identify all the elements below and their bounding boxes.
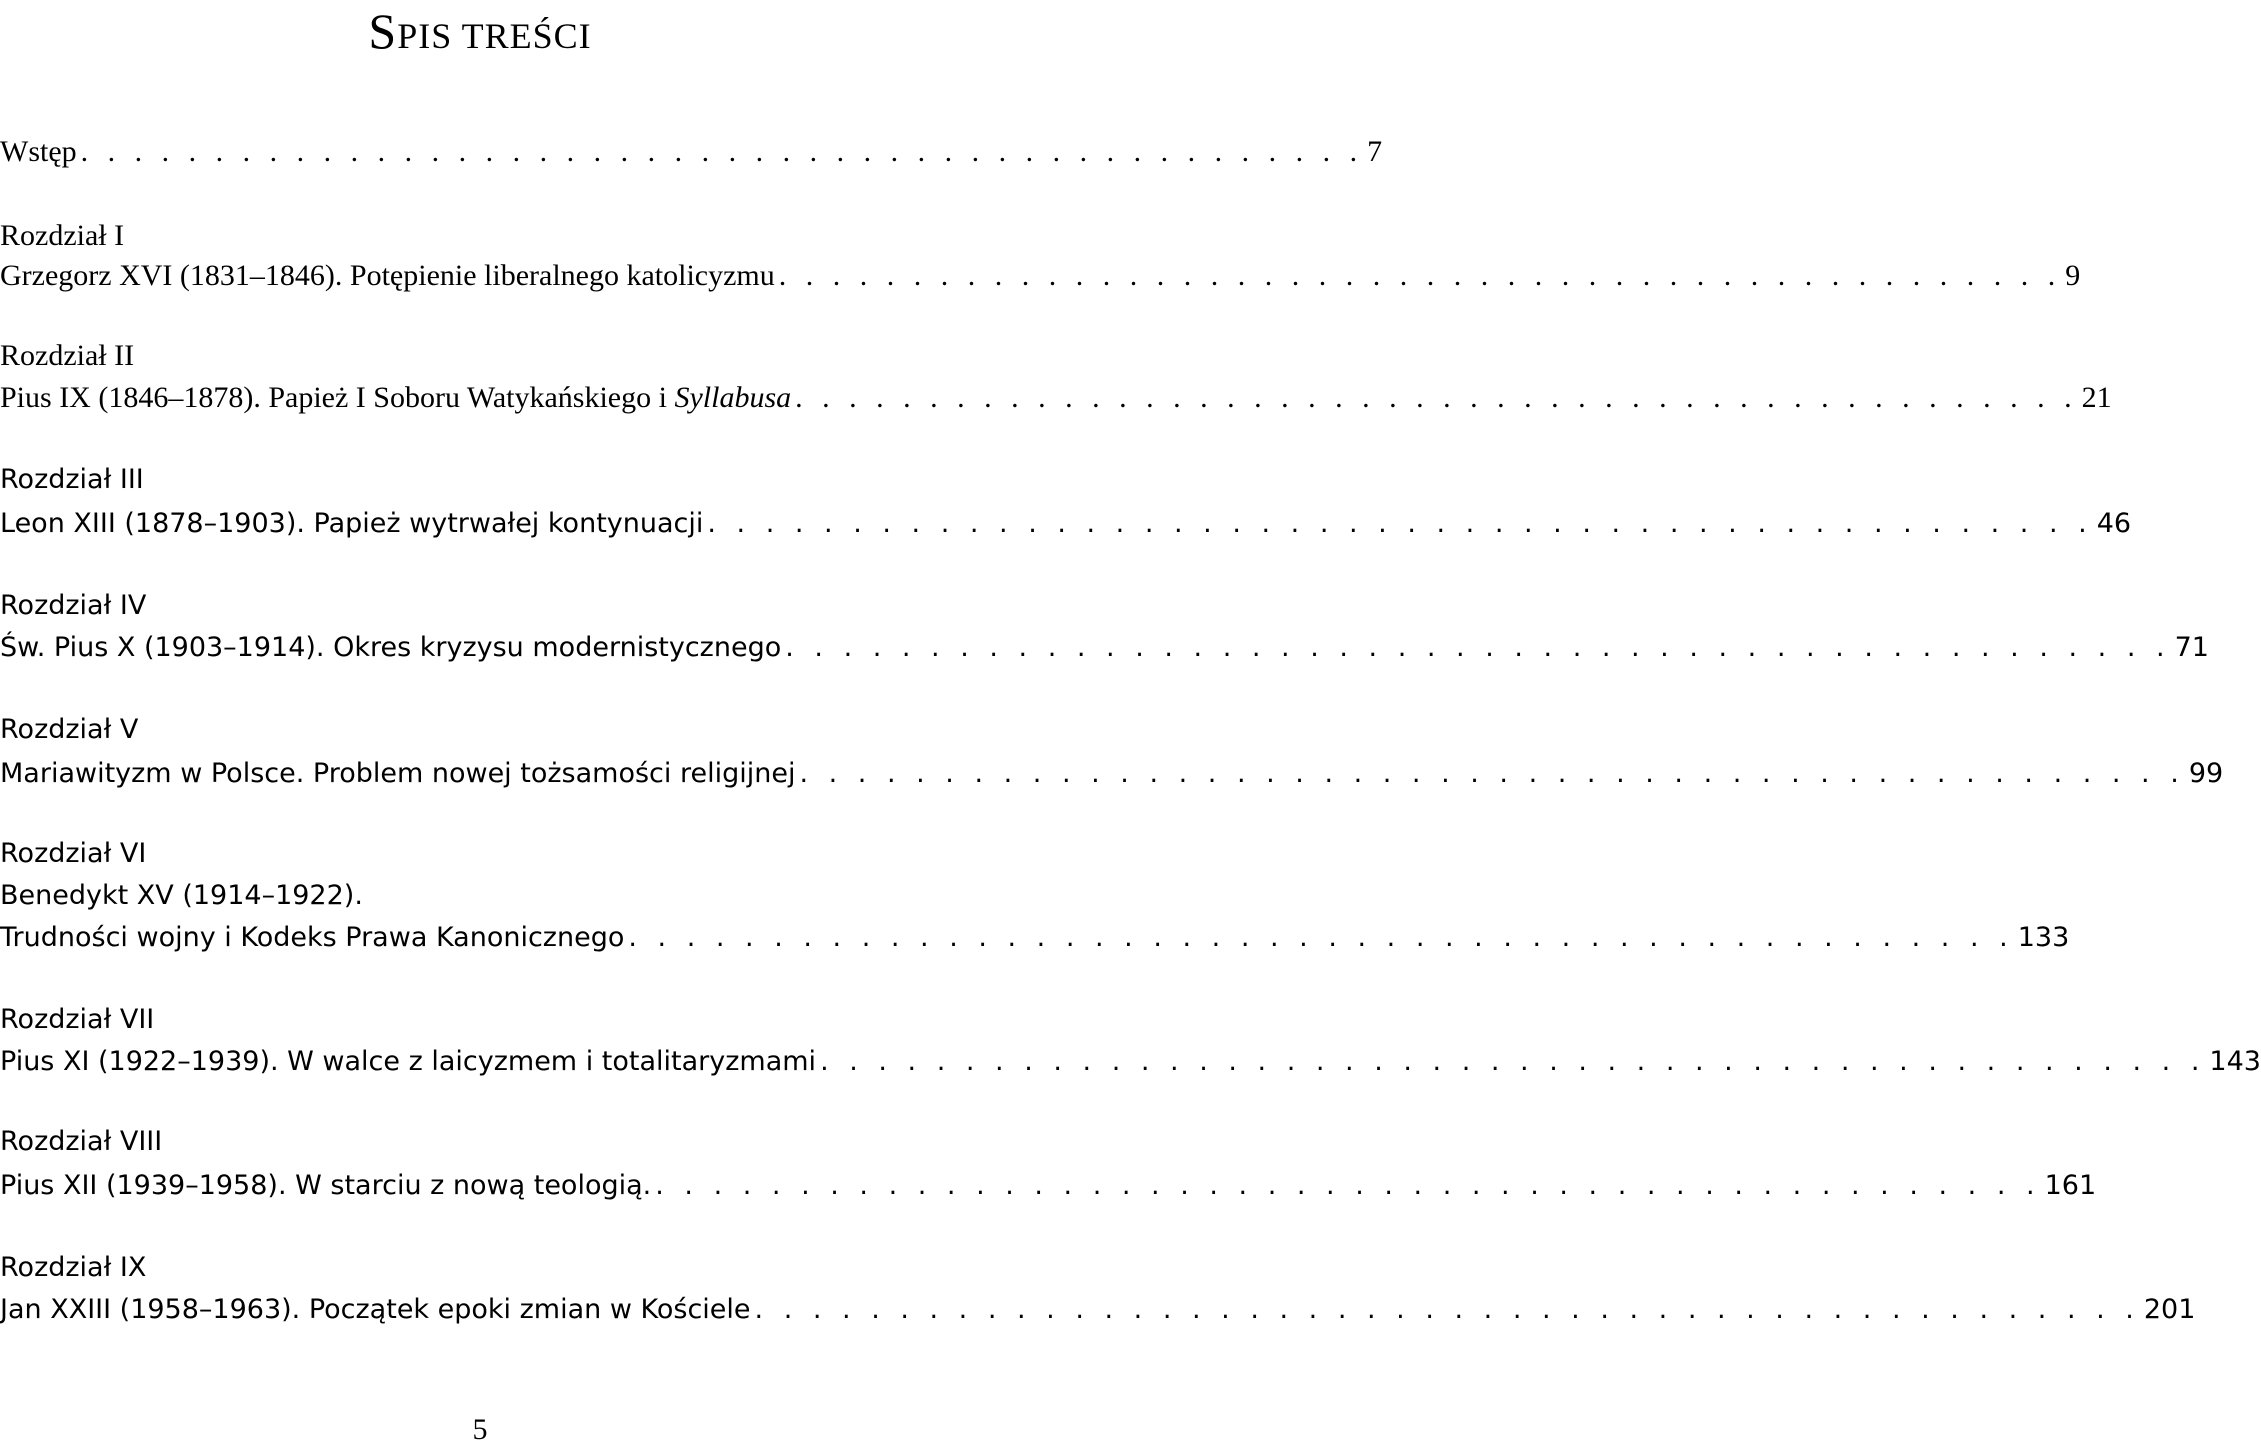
toc-page-number: 21	[2081, 381, 2112, 414]
leader-dots: . . . . . . . . . . . . . . . . . . . . . . . . . . . . . . . . . . . . . . . . . . . . . . . .	[785, 632, 2171, 663]
toc-entry-title-plain: Pius IX (1846–1878). Papież I Soboru Watykańskiego i	[0, 381, 675, 414]
leader-dots: . . . . . . . . . . . . . . . . . . . . . . . . . . . . . . . . . . . . . . . . . . . . . . . .	[778, 259, 2062, 292]
toc-entry-title-line-1: Benedykt XV (1914–1922).	[0, 880, 363, 911]
leader-dots: . . . . . . . . . . . . . . . . . . . . . . . . . . . . . . . . . . . . . . . . . . . . . . . .	[799, 758, 2185, 789]
toc-page-number: 201	[2143, 1294, 2196, 1325]
leader-dots: . . . . . . . . . . . . . . . . . . . . . . . . . . . . . . . . . . . . . . . . . . . . . . . .	[820, 1046, 2206, 1077]
toc-entry-title: Mariawityzm w Polsce. Problem nowej tożsamości religijnej	[0, 758, 796, 789]
toc-page-number: 99	[2188, 758, 2224, 789]
toc-entry-introduction[interactable]	[0, 130, 1383, 174]
toc-entry-chapter-5[interactable]	[0, 752, 2224, 796]
page-title	[0, 0, 960, 62]
leader-dots: . . . . . . . . . . . . . . . . . . . . . . . . . . . . . . . . . . . . . . . . . . . . . . . .	[754, 1294, 2140, 1325]
toc-page-number: 133	[2017, 922, 2070, 953]
toc-entry-title: Pius XII (1939–1958). W starciu z nową teologią.	[0, 1170, 652, 1201]
toc-page-number: 143	[2209, 1046, 2261, 1077]
chapter-label: Rozdział III	[0, 464, 144, 495]
leader-dots: . . . . . . . . . . . . . . . . . . . . . . . . . . . . . . . . . . . . . . . . . . . . . . . .	[80, 135, 1364, 168]
toc-entry-title: Pius XI (1922–1939). W walce z laicyzmem i totalitaryzmami	[0, 1046, 817, 1077]
toc-entry-chapter-8[interactable]	[0, 1164, 2097, 1208]
toc-entry-title: Leon XIII (1878–1903). Papież wytrwałej kontynuacji	[0, 508, 704, 539]
leader-dots: . . . . . . . . . . . . . . . . . . . . . . . . . . . . . . . . . . . . . . . . . . . . . . . .	[707, 508, 2093, 539]
toc-entry-title: Grzegorz XVI (1831–1846). Potępienie liberalnego katolicyzmu	[0, 259, 775, 292]
chapter-label: Rozdział II	[0, 339, 135, 372]
toc-page-number: 161	[2044, 1170, 2097, 1201]
leader-dots: . . . . . . . . . . . . . . . . . . . . . . . . . . . . . . . . . . . . . . . . . . . . . . . .	[655, 1170, 2041, 1201]
title-rest: PIS TREŚCI	[397, 16, 592, 56]
toc-page-number: 7	[1367, 135, 1383, 168]
leader-dots: . . . . . . . . . . . . . . . . . . . . . . . . . . . . . . . . . . . . . . . . . . . . . . . .	[628, 922, 2014, 953]
chapter-label: Rozdział VII	[0, 1004, 155, 1035]
toc-entry-title-italic: Syllabusa	[674, 381, 792, 414]
chapter-label: Rozdział VIII	[0, 1126, 163, 1157]
page-number-footer: 5	[472, 1413, 488, 1446]
toc-page-number: 46	[2096, 508, 2132, 539]
toc-page-number: 9	[2065, 259, 2081, 292]
toc-entry-chapter-9[interactable]	[0, 1288, 2196, 1332]
toc-entry-chapter-4[interactable]	[0, 626, 2209, 670]
toc-entry-title: Św. Pius X (1903–1914). Okres kryzysu modernistycznego	[0, 632, 782, 663]
chapter-label: Rozdział IX	[0, 1252, 147, 1283]
toc-entry-title: Jan XXIII (1958–1963). Początek epoki zmian w Kościele	[0, 1294, 751, 1325]
toc-entry-title: Trudności wojny i Kodeks Prawa Kanonicznego	[0, 922, 625, 953]
toc-entry-chapter-1[interactable]	[0, 254, 2081, 298]
chapter-label: Rozdział IV	[0, 590, 147, 621]
toc-entry-chapter-2[interactable]	[0, 376, 2112, 420]
chapter-label: Rozdział V	[0, 714, 139, 745]
toc-entry-chapter-7[interactable]	[0, 1040, 2261, 1084]
chapter-label: Rozdział VI	[0, 838, 147, 869]
toc-page-number: 71	[2174, 632, 2209, 663]
toc-entry-title	[0, 376, 791, 420]
title-initial: S	[368, 3, 398, 59]
toc-entry-chapter-3[interactable]	[0, 502, 2132, 546]
toc-entry-label: Wstęp	[0, 135, 77, 168]
toc-entry-chapter-6[interactable]	[0, 916, 2070, 960]
leader-dots: . . . . . . . . . . . . . . . . . . . . . . . . . . . . . . . . . . . . . . . . . . . . . . . .	[795, 381, 2078, 414]
chapter-label: Rozdział I	[0, 219, 125, 252]
